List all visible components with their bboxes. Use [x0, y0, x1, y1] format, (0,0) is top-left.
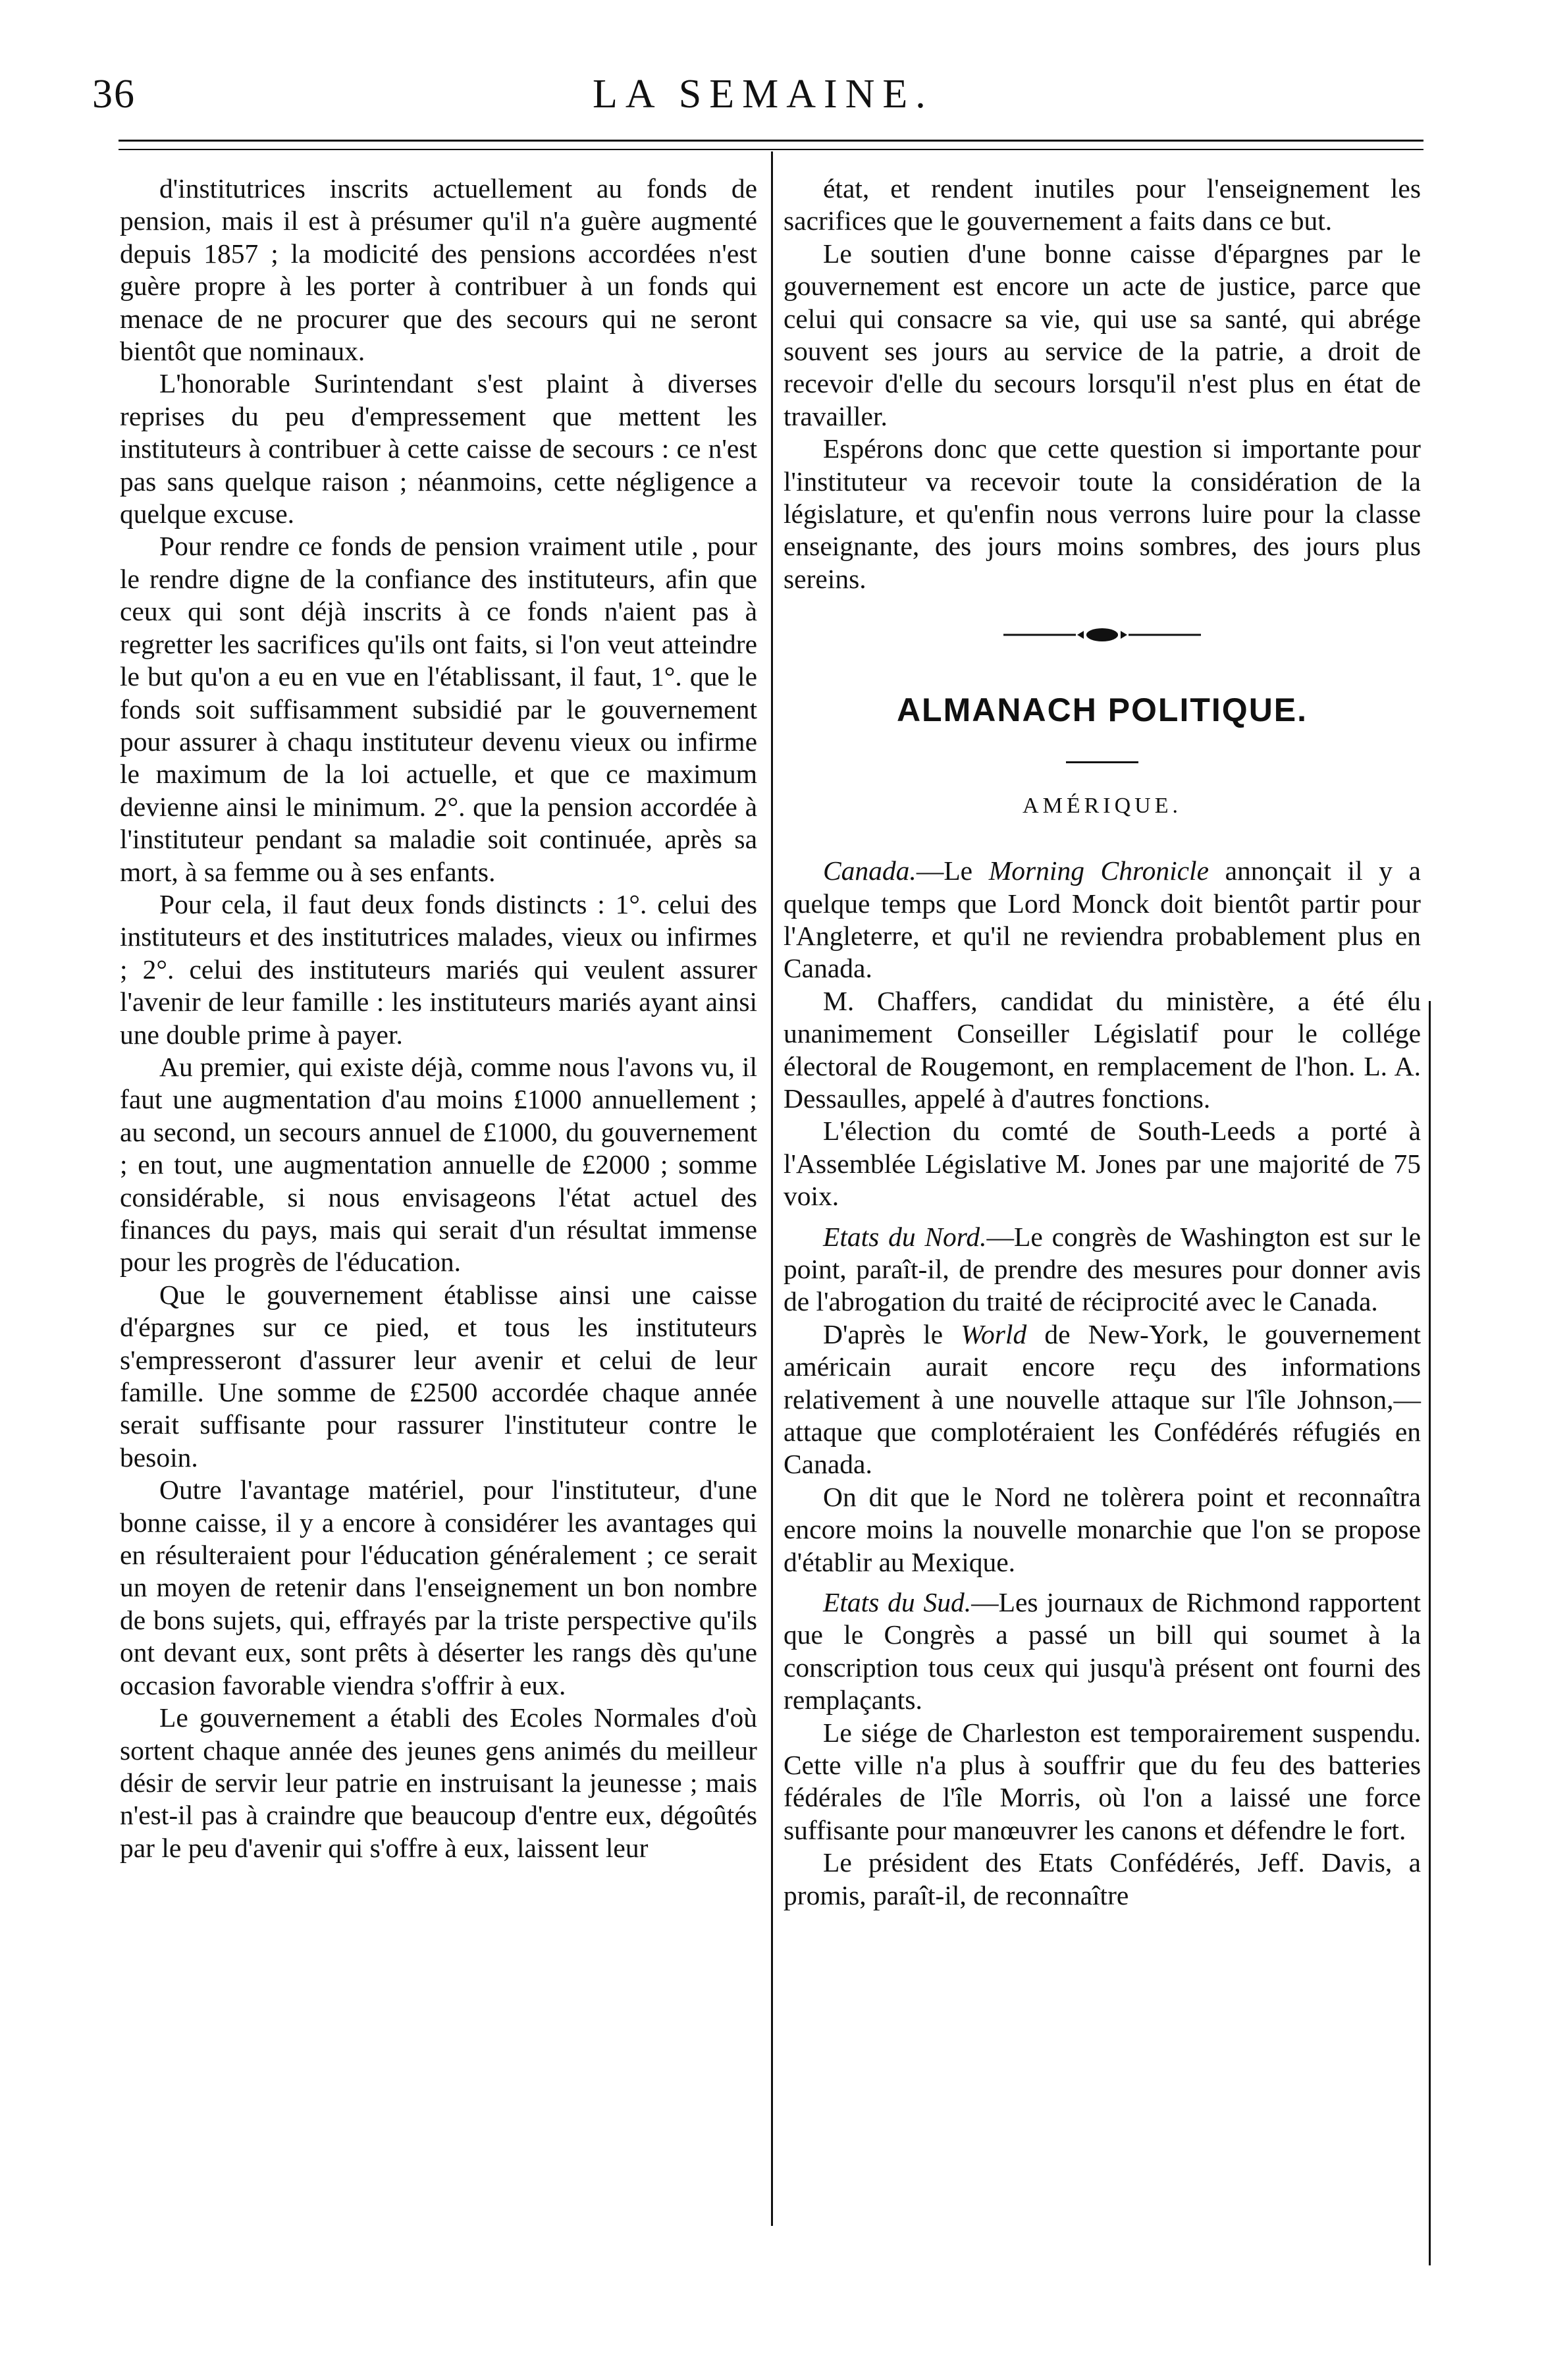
- newspaper-name: World: [961, 1318, 1027, 1349]
- nord-news: [784, 1221, 1421, 1579]
- page-number: 36: [92, 72, 136, 117]
- left-column: [120, 173, 757, 1864]
- paragraph: Pour cela, il faut deux fonds distincts : 1°. celui des instituteurs et des institutrices malades, vieux ou infirmes ; 2°. celui des instituteurs mariés qui veulent assurer l'avenir de leur famille : les instituteurs mariés ayant ainsi une double prime à payer.: [120, 888, 757, 1050]
- page-edge-rule: [1429, 1001, 1431, 2265]
- paragraph: Espérons donc que cette question si importante pour l'instituteur va recevoir toute la considération de la législature, et qu'enfin nous verrons luire pour la classe enseignante, des jours moins sombres, des jours plus sereins.: [784, 433, 1421, 594]
- spacer: [784, 1579, 1421, 1586]
- right-column: [784, 173, 1421, 1912]
- title-rule: [1066, 761, 1138, 763]
- paragraph: Le siége de Charleston est temporairement suspendu. Cette ville n'a plus à souffrir que du feu des batteries fédérales de l'île Morris, où l'on a laissé une force suffisante pour manœuvrer les canons et défendre le fort.: [784, 1717, 1421, 1845]
- paragraph: Outre l'avantage matériel, pour l'instituteur, d'une bonne caisse, il y a encore à considérer les avantages qui en résulteraient pour l'éducation généralement ; ce serait un moyen de retenir dans l'enseignement un bon nombre de bons sujets, qui, effrayés par la triste perspective qu'ils ont devant eux, sont prêts à déserter les rangs dès qu'une occasion favorable viendra s'offrir à eux.: [120, 1474, 757, 1700]
- text: D'après le: [823, 1318, 961, 1349]
- paragraph: Au premier, qui existe déjà, comme nous l'avons vu, il faut une augmentation d'au moins £1000 annuellement ; au second, un secours annuel de £1000, du gouvernement ; en tout, une augmentation annuelle de £2000 ; somme considérable, si nous envisageons l'état actuel des finances du pays, mais qui serait d'un résultat immense pour les progrès de l'éducation.: [120, 1051, 757, 1278]
- section-title: ALMANACH POLITIQUE.: [896, 691, 1308, 729]
- column-divider: [771, 151, 773, 2226]
- page-header: [0, 0, 1542, 132]
- header-rule-thin: [119, 149, 1423, 150]
- paragraph: Le gouvernement a établi des Ecoles Normales d'où sortent chaque année des jeunes gens animés du meilleur désir de servir leur patrie en instruisant la jeunesse ; mais n'est-il pas à craindre que beaucoup d'entre eux, dégoûtés par le peu d'avenir qui s'offre à eux, laissent leur: [120, 1702, 757, 1863]
- text: —Les journaux de Richmond rapportent que le Congrès a passé un bill qui soumet à la conscription tous ceux qui jusqu'à présent ont fourni des remplaçants.: [784, 1587, 1422, 1716]
- region-heading: Etats du Nord.: [823, 1221, 987, 1252]
- paragraph: M. Chaffers, candidat du ministère, a été élu unanimement Conseiller Législatif pour le collége électoral de Rougemont, en remplacement de l'hon. L. A. Dessaulles, appelé à d'autres fonctions.: [784, 985, 1421, 1114]
- paragraph: Le soutien d'une bonne caisse d'épargnes par le gouvernement est encore un acte de justice, parce que celui qui consacre sa vie, qui use sa santé, qui abrége souvent ses jours au service de la patrie, a droit de recevoir d'elle du secours lorsqu'il n'est plus en état de travailler.: [784, 238, 1421, 431]
- region-heading: Etats du Sud.: [823, 1587, 972, 1618]
- section-ornament: [784, 595, 1421, 674]
- paragraph: On dit que le Nord ne tolèrera point et reconnaîtra encore moins la nouvelle monarchie que l'on se propose d'établir au Mexique.: [784, 1481, 1421, 1577]
- paragraph: d'institutrices inscrits actuellement au fonds de pension, mais il est à présumer qu'il n'a guère augmenté depuis 1857 ; la modicité des pensions accordées n'est guère propre à les porter à contribuer à un fonds qui menace de ne procurer que des secours qui ne seront bientôt que nominaux.: [120, 173, 757, 367]
- paragraph: [784, 1318, 1421, 1481]
- ornament-flourish-icon: [1003, 622, 1201, 648]
- section-subtitle: AMÉRIQUE.: [1023, 793, 1182, 818]
- paragraph: Que le gouvernement établisse ainsi une caisse d'épargnes sur ce pied, et tous les instituteurs s'empresseront d'assurer leur avenir et celui de leur famille. Une somme de £2500 accordée chaque année serait suffisante pour rassurer l'instituteur contre le besoin.: [120, 1279, 757, 1473]
- canada-news: [784, 855, 1421, 1212]
- region-heading: Canada.: [823, 855, 917, 886]
- spacer: [784, 1213, 1421, 1221]
- paragraph: Le président des Etats Confédérés, Jeff. Davis, a promis, paraît-il, de reconnaître: [784, 1847, 1421, 1910]
- paragraph: L'élection du comté de South-Leeds a porté à l'Assemblée Législative M. Jones par une majorité de 75 voix.: [784, 1116, 1421, 1212]
- paragraph: [784, 855, 1421, 985]
- text: annonçait il y a quelque temps que Lord Monck doit bientôt partir pour l'Angleterre, et qu'il ne reviendra probablement plus en Canada.: [784, 855, 1421, 984]
- paragraph: Pour rendre ce fonds de pension vraiment utile , pour le rendre digne de la confiance des instituteurs, afin que ceux qui sont déjà inscrits à ce fonds n'aient pas à regretter les sacrifices qu'ils ont faits, si l'on veut atteindre le but qu'on a eu en vue en l'établissant, il faut, 1°. que le fonds soit suffisamment subsidié par le gouvernement pour assurer à chaqu instituteur devenu vieux ou infirme le maximum de la loi actuelle, et que ce maximum devienne ainsi le minimum. 2°. que la pension accordée à l'instituteur pendant sa maladie soit continuée, après sa mort, à sa femme ou à ses enfants.: [120, 531, 757, 887]
- paragraph: L'honorable Surintendant s'est plaint à diverses reprises du peu d'empressement que mettent les instituteurs à contribuer à cette caisse de secours : ce n'est pas sans quelque raison ; néanmoins, cette négligence a quelque excuse.: [120, 368, 757, 529]
- paragraph: [784, 1221, 1421, 1318]
- running-title: LA SEMAINE.: [593, 72, 934, 117]
- text: —Le: [916, 855, 989, 886]
- paragraph: état, et rendent inutiles pour l'enseignement les sacrifices que le gouvernement a faits dans ce but.: [784, 173, 1421, 236]
- text: de New-York, le gouvernement américain aurait encore reçu des informations relativement à une nouvelle attaque sur l'île Johnson,—attaque que complotéraient les Confédérés réfugiés en Canada.: [784, 1318, 1421, 1480]
- sud-news: [784, 1586, 1421, 1912]
- text: —Le congrès de Washington est sur le point, paraît-il, de prendre des mesures pour donner avis de l'abrogation du traité de réciprocité avec le Canada.: [784, 1221, 1421, 1317]
- header-rule: [119, 140, 1423, 142]
- newspaper-name: Morning Chronicle: [988, 855, 1209, 886]
- paragraph: [784, 1586, 1421, 1717]
